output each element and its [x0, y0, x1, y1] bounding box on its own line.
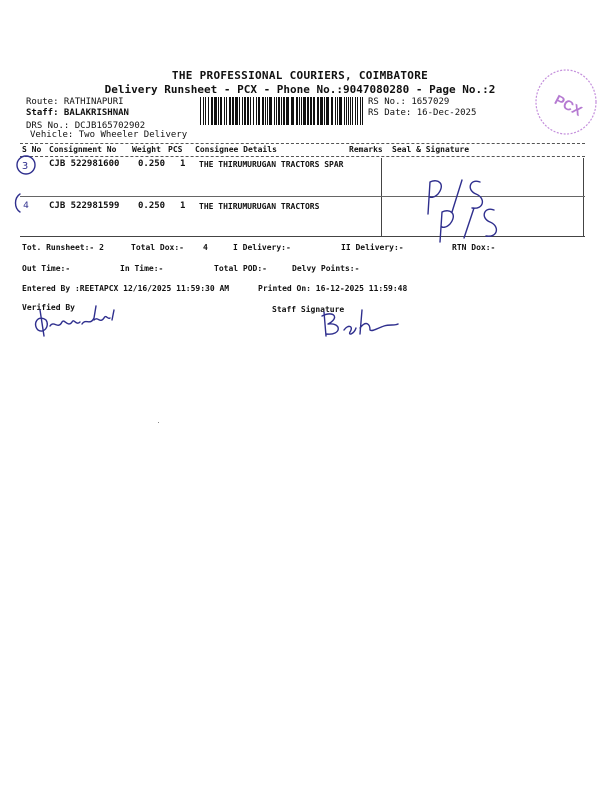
total-pod: Total POD:- — [214, 264, 267, 273]
staff-signature — [314, 306, 410, 342]
barcode-bar — [211, 97, 213, 125]
delvy-points: Delvy Points:- — [292, 264, 360, 273]
consignment-no: CJB 522981599 — [49, 201, 120, 211]
divider — [20, 143, 585, 144]
barcode-bar — [208, 97, 209, 125]
barcode-bar — [283, 97, 285, 125]
col-weight: Weight — [132, 145, 161, 154]
barcode-bar — [352, 97, 353, 125]
barcode-bar — [307, 97, 309, 125]
total-dox-label: Total Dox:- — [131, 243, 184, 252]
barcode-bar — [232, 97, 234, 125]
barcode-bar — [281, 97, 282, 125]
pcs: 1 — [180, 201, 186, 211]
handwritten-sno-4 — [12, 190, 40, 218]
svg-text:4: 4 — [23, 201, 29, 211]
barcode-bar — [274, 97, 275, 125]
consignee-details: THE THIRUMURUGAN TRACTORS — [199, 202, 320, 211]
barcode-bar — [242, 97, 243, 125]
table-vline — [583, 158, 584, 236]
barcode-bar — [200, 97, 201, 125]
verified-by-signature — [28, 300, 128, 344]
barcode-bar — [220, 97, 222, 125]
barcode-bar — [253, 97, 254, 125]
barcode-bar — [278, 97, 280, 125]
rs-date: RS Date: 16-Dec-2025 — [368, 108, 477, 118]
in-time: In Time:- — [120, 264, 164, 273]
total-dox-value: 4 — [203, 243, 208, 252]
rs-no: RS No.: 1657029 — [368, 97, 450, 107]
handwritten-remarks — [418, 172, 508, 248]
divider — [20, 156, 585, 157]
barcode-bar — [362, 97, 363, 125]
barcode-bar — [258, 97, 260, 125]
out-time: Out Time:- — [22, 264, 71, 273]
barcode-bar — [337, 97, 338, 125]
printed-on: Printed On: 16-12-2025 11:59:48 — [258, 284, 408, 293]
barcode-bar — [286, 97, 289, 125]
weight: 0.250 — [138, 159, 166, 169]
barcode-bar — [205, 97, 206, 125]
barcode-bar — [229, 97, 231, 125]
drs-no: DRS No.: DCJB165702902 — [26, 121, 146, 131]
barcode-bar — [355, 97, 356, 125]
barcode-bar — [203, 97, 204, 125]
rtn-dox: RTN Dox:- — [452, 243, 496, 252]
barcode-bar — [276, 97, 277, 125]
barcode-bar — [331, 97, 333, 125]
barcode-bar — [310, 97, 312, 125]
weight: 0.250 — [138, 201, 166, 211]
barcode-bar — [335, 97, 336, 125]
runsheet-title: Delivery Runsheet - PCX - Phone No.:9047080280 - Page No.:2 — [104, 83, 496, 96]
staff-signature-label: Staff Signature — [272, 305, 345, 314]
barcode-icon — [200, 97, 366, 125]
barcode-bar — [265, 97, 266, 125]
vehicle: Vehicle: Two Wheeler Delivery — [30, 130, 188, 140]
barcode-bar — [235, 97, 238, 125]
barcode-bar — [218, 97, 219, 125]
barcode-bar — [348, 97, 349, 125]
route: Route: RATHINAPURI — [26, 97, 124, 107]
svg-text:3: 3 — [21, 161, 29, 172]
barcode-bar — [239, 97, 240, 125]
barcode-bar — [357, 97, 358, 125]
barcode-bar — [214, 97, 217, 125]
speck — [158, 422, 159, 423]
barcode-bar — [301, 97, 302, 125]
ii-delivery: II Delivery:- — [341, 243, 404, 252]
pcs: 1 — [180, 159, 186, 169]
barcode-bar — [291, 97, 294, 125]
consignee-details: THE THIRUMURUGAN TRACTORS SPAR — [199, 160, 344, 169]
barcode-bar — [350, 97, 351, 125]
col-sno: S No — [22, 145, 42, 154]
company-name: THE PROFESSIONAL COURIERS, COIMBATORE — [171, 69, 429, 82]
col-consignment: Consignment No — [49, 145, 117, 154]
handwritten-sno-3 — [14, 152, 40, 178]
barcode-bar — [244, 97, 246, 125]
staff: Staff: BALAKRISHNAN — [26, 108, 129, 118]
barcode-bar — [250, 97, 251, 125]
barcode-bar — [317, 97, 319, 125]
entered-by: Entered By :REETAPCX 12/16/2025 11:59:30 AM — [22, 284, 230, 293]
barcode-bar — [360, 97, 361, 125]
stamp-text: PCX — [552, 91, 585, 119]
barcode-bar — [344, 97, 345, 125]
tot-runsheet: Tot. Runsheet:- 2 — [22, 243, 104, 252]
barcode-bar — [299, 97, 300, 125]
barcode-bar — [320, 97, 323, 125]
barcode-bar — [267, 97, 268, 125]
col-remarks: Remarks — [349, 145, 383, 154]
barcode-bar — [346, 97, 347, 125]
i-delivery: I Delivery:- — [233, 243, 291, 252]
barcode-bar — [313, 97, 315, 125]
pcx-stamp — [528, 66, 600, 138]
barcode-bar — [224, 97, 225, 125]
barcode-bar — [296, 97, 298, 125]
barcode-bar — [262, 97, 264, 125]
barcode-bar — [247, 97, 249, 125]
table-vline — [381, 158, 382, 236]
barcode-bar — [269, 97, 272, 125]
barcode-bar — [226, 97, 227, 125]
consignment-no: CJB 522981600 — [49, 159, 120, 169]
verified-by: Verified By — [22, 303, 75, 312]
barcode-bar — [326, 97, 329, 125]
col-seal-signature: Seal & Signature — [392, 145, 470, 154]
barcode-bar — [303, 97, 306, 125]
col-consignee: Consignee Details — [195, 145, 277, 154]
barcode-bar — [256, 97, 257, 125]
col-pcs: PCS — [168, 145, 183, 154]
barcode-bar — [339, 97, 342, 125]
barcode-bar — [324, 97, 325, 125]
